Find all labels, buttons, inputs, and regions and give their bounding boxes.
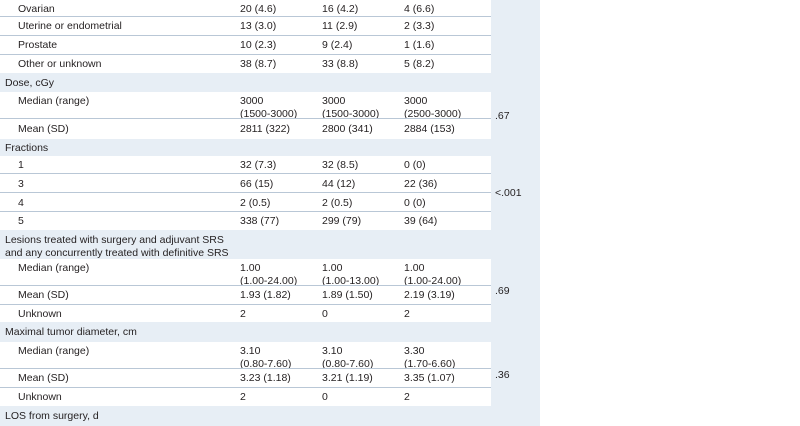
value-col1: 1.00 (1.00-24.00)	[240, 262, 298, 287]
value-col1: 2 (0.5)	[240, 197, 271, 209]
data-row-background	[0, 156, 491, 174]
value-col2: 11 (2.9)	[322, 20, 358, 32]
value-col3: 3.30 (1.70-6.60)	[404, 345, 456, 370]
value-col1: 3.10 (0.80-7.60)	[240, 345, 292, 370]
table-row	[0, 305, 540, 322]
value-col1: 3.23 (1.18)	[240, 372, 291, 384]
table-row	[0, 193, 540, 212]
row-label: Ovarian	[18, 3, 55, 15]
table-row	[0, 92, 540, 119]
row-label: 5	[18, 215, 24, 227]
value-col3: 2 (3.3)	[404, 20, 435, 32]
value-col2: 9 (2.4)	[322, 39, 353, 51]
value-col2: 2 (0.5)	[322, 197, 353, 209]
data-row-background	[0, 369, 491, 388]
table-row	[0, 286, 540, 305]
data-row-background	[0, 259, 491, 286]
value-col2: 32 (8.5)	[322, 159, 359, 171]
value-col2: 299 (79)	[322, 215, 362, 227]
value-col2: 0	[322, 308, 328, 320]
p-value: <.001	[495, 187, 522, 199]
value-col3: 0 (0)	[404, 197, 426, 209]
section-header-row	[0, 139, 540, 156]
value-col3: 2	[404, 391, 410, 403]
value-col2: 3.21 (1.19)	[322, 372, 373, 384]
value-col1: 13 (3.0)	[240, 20, 277, 32]
table-row	[0, 119, 540, 139]
data-row-background	[0, 92, 491, 119]
section-label: Lesions treated with surgery and adjuvant SRS and any concurrently treated with definitive SRS	[5, 234, 229, 259]
section-header-row	[0, 230, 540, 259]
value-col3: 3000 (2500-3000)	[404, 95, 462, 120]
value-col2: 1.89 (1.50)	[322, 289, 373, 301]
value-col1: 20 (4.6)	[240, 3, 277, 15]
data-row-background	[0, 388, 491, 406]
data-row-background	[0, 193, 491, 212]
data-row-background	[0, 119, 491, 139]
p-value: .69	[495, 285, 510, 297]
data-row-background	[0, 17, 491, 36]
table-row	[0, 388, 540, 406]
value-col1: 3000 (1500-3000)	[240, 95, 298, 120]
section-header-row	[0, 322, 540, 342]
table-row	[0, 369, 540, 388]
value-col3: 0 (0)	[404, 159, 426, 171]
section-label: LOS from surgery, d	[5, 410, 99, 422]
value-col1: 38 (8.7)	[240, 58, 277, 70]
value-col3: 39 (64)	[404, 215, 438, 227]
table-row	[0, 174, 540, 193]
row-label: Median (range)	[18, 262, 90, 274]
value-col1: 338 (77)	[240, 215, 280, 227]
value-col2: 2800 (341)	[322, 123, 373, 135]
value-col2: 3000 (1500-3000)	[322, 95, 380, 120]
p-value: .36	[495, 369, 510, 381]
data-row-background	[0, 174, 491, 193]
data-row-background	[0, 305, 491, 322]
value-col3: 22 (36)	[404, 178, 438, 190]
row-label: 1	[18, 159, 24, 171]
data-row-background	[0, 36, 491, 55]
row-label: 3	[18, 178, 24, 190]
value-col3: 2.19 (3.19)	[404, 289, 455, 301]
value-col1: 2	[240, 391, 246, 403]
data-row-background	[0, 0, 491, 17]
row-label: Other or unknown	[18, 58, 102, 70]
table-row	[0, 212, 540, 230]
value-col2: 0	[322, 391, 328, 403]
section-label: Dose, cGy	[5, 77, 55, 89]
row-label: Mean (SD)	[18, 289, 69, 301]
row-label: Median (range)	[18, 95, 90, 107]
value-col3: 1.00 (1.00-24.00)	[404, 262, 462, 287]
value-col1: 2	[240, 308, 246, 320]
value-col2: 3.10 (0.80-7.60)	[322, 345, 374, 370]
section-label: Maximal tumor diameter, cm	[5, 326, 137, 338]
row-label: Mean (SD)	[18, 372, 69, 384]
table-row	[0, 0, 540, 17]
table-row	[0, 36, 540, 55]
row-label: Prostate	[18, 39, 58, 51]
row-label: Uterine or endometrial	[18, 20, 122, 32]
row-label: Unknown	[18, 391, 62, 403]
row-label: Median (range)	[18, 345, 90, 357]
table-row	[0, 259, 540, 286]
value-col2: 1.00 (1.00-13.00)	[322, 262, 380, 287]
row-label: Mean (SD)	[18, 123, 69, 135]
data-row-background	[0, 55, 491, 73]
row-label: 4	[18, 197, 24, 209]
data-row-background	[0, 212, 491, 230]
value-col1: 10 (2.3)	[240, 39, 277, 51]
section-header-row	[0, 73, 540, 92]
section-label: Fractions	[5, 142, 49, 154]
p-value: .67	[495, 110, 510, 122]
table-row	[0, 342, 540, 369]
value-col3: 2884 (153)	[404, 123, 455, 135]
table-row	[0, 55, 540, 73]
value-col3: 4 (6.6)	[404, 3, 435, 15]
data-row-background	[0, 342, 491, 369]
value-col1: 1.93 (1.82)	[240, 289, 291, 301]
value-col3: 2	[404, 308, 410, 320]
row-label: Unknown	[18, 308, 62, 320]
table-row	[0, 156, 540, 174]
value-col3: 5 (8.2)	[404, 58, 435, 70]
value-col1: 32 (7.3)	[240, 159, 277, 171]
table-row	[0, 17, 540, 36]
value-col1: 2811 (322)	[240, 123, 291, 135]
value-col2: 16 (4.2)	[322, 3, 359, 15]
section-header-row	[0, 406, 540, 426]
value-col1: 66 (15)	[240, 178, 274, 190]
value-col3: 3.35 (1.07)	[404, 372, 455, 384]
value-col3: 1 (1.6)	[404, 39, 435, 51]
value-col2: 33 (8.8)	[322, 58, 359, 70]
value-col2: 44 (12)	[322, 178, 356, 190]
data-row-background	[0, 286, 491, 305]
